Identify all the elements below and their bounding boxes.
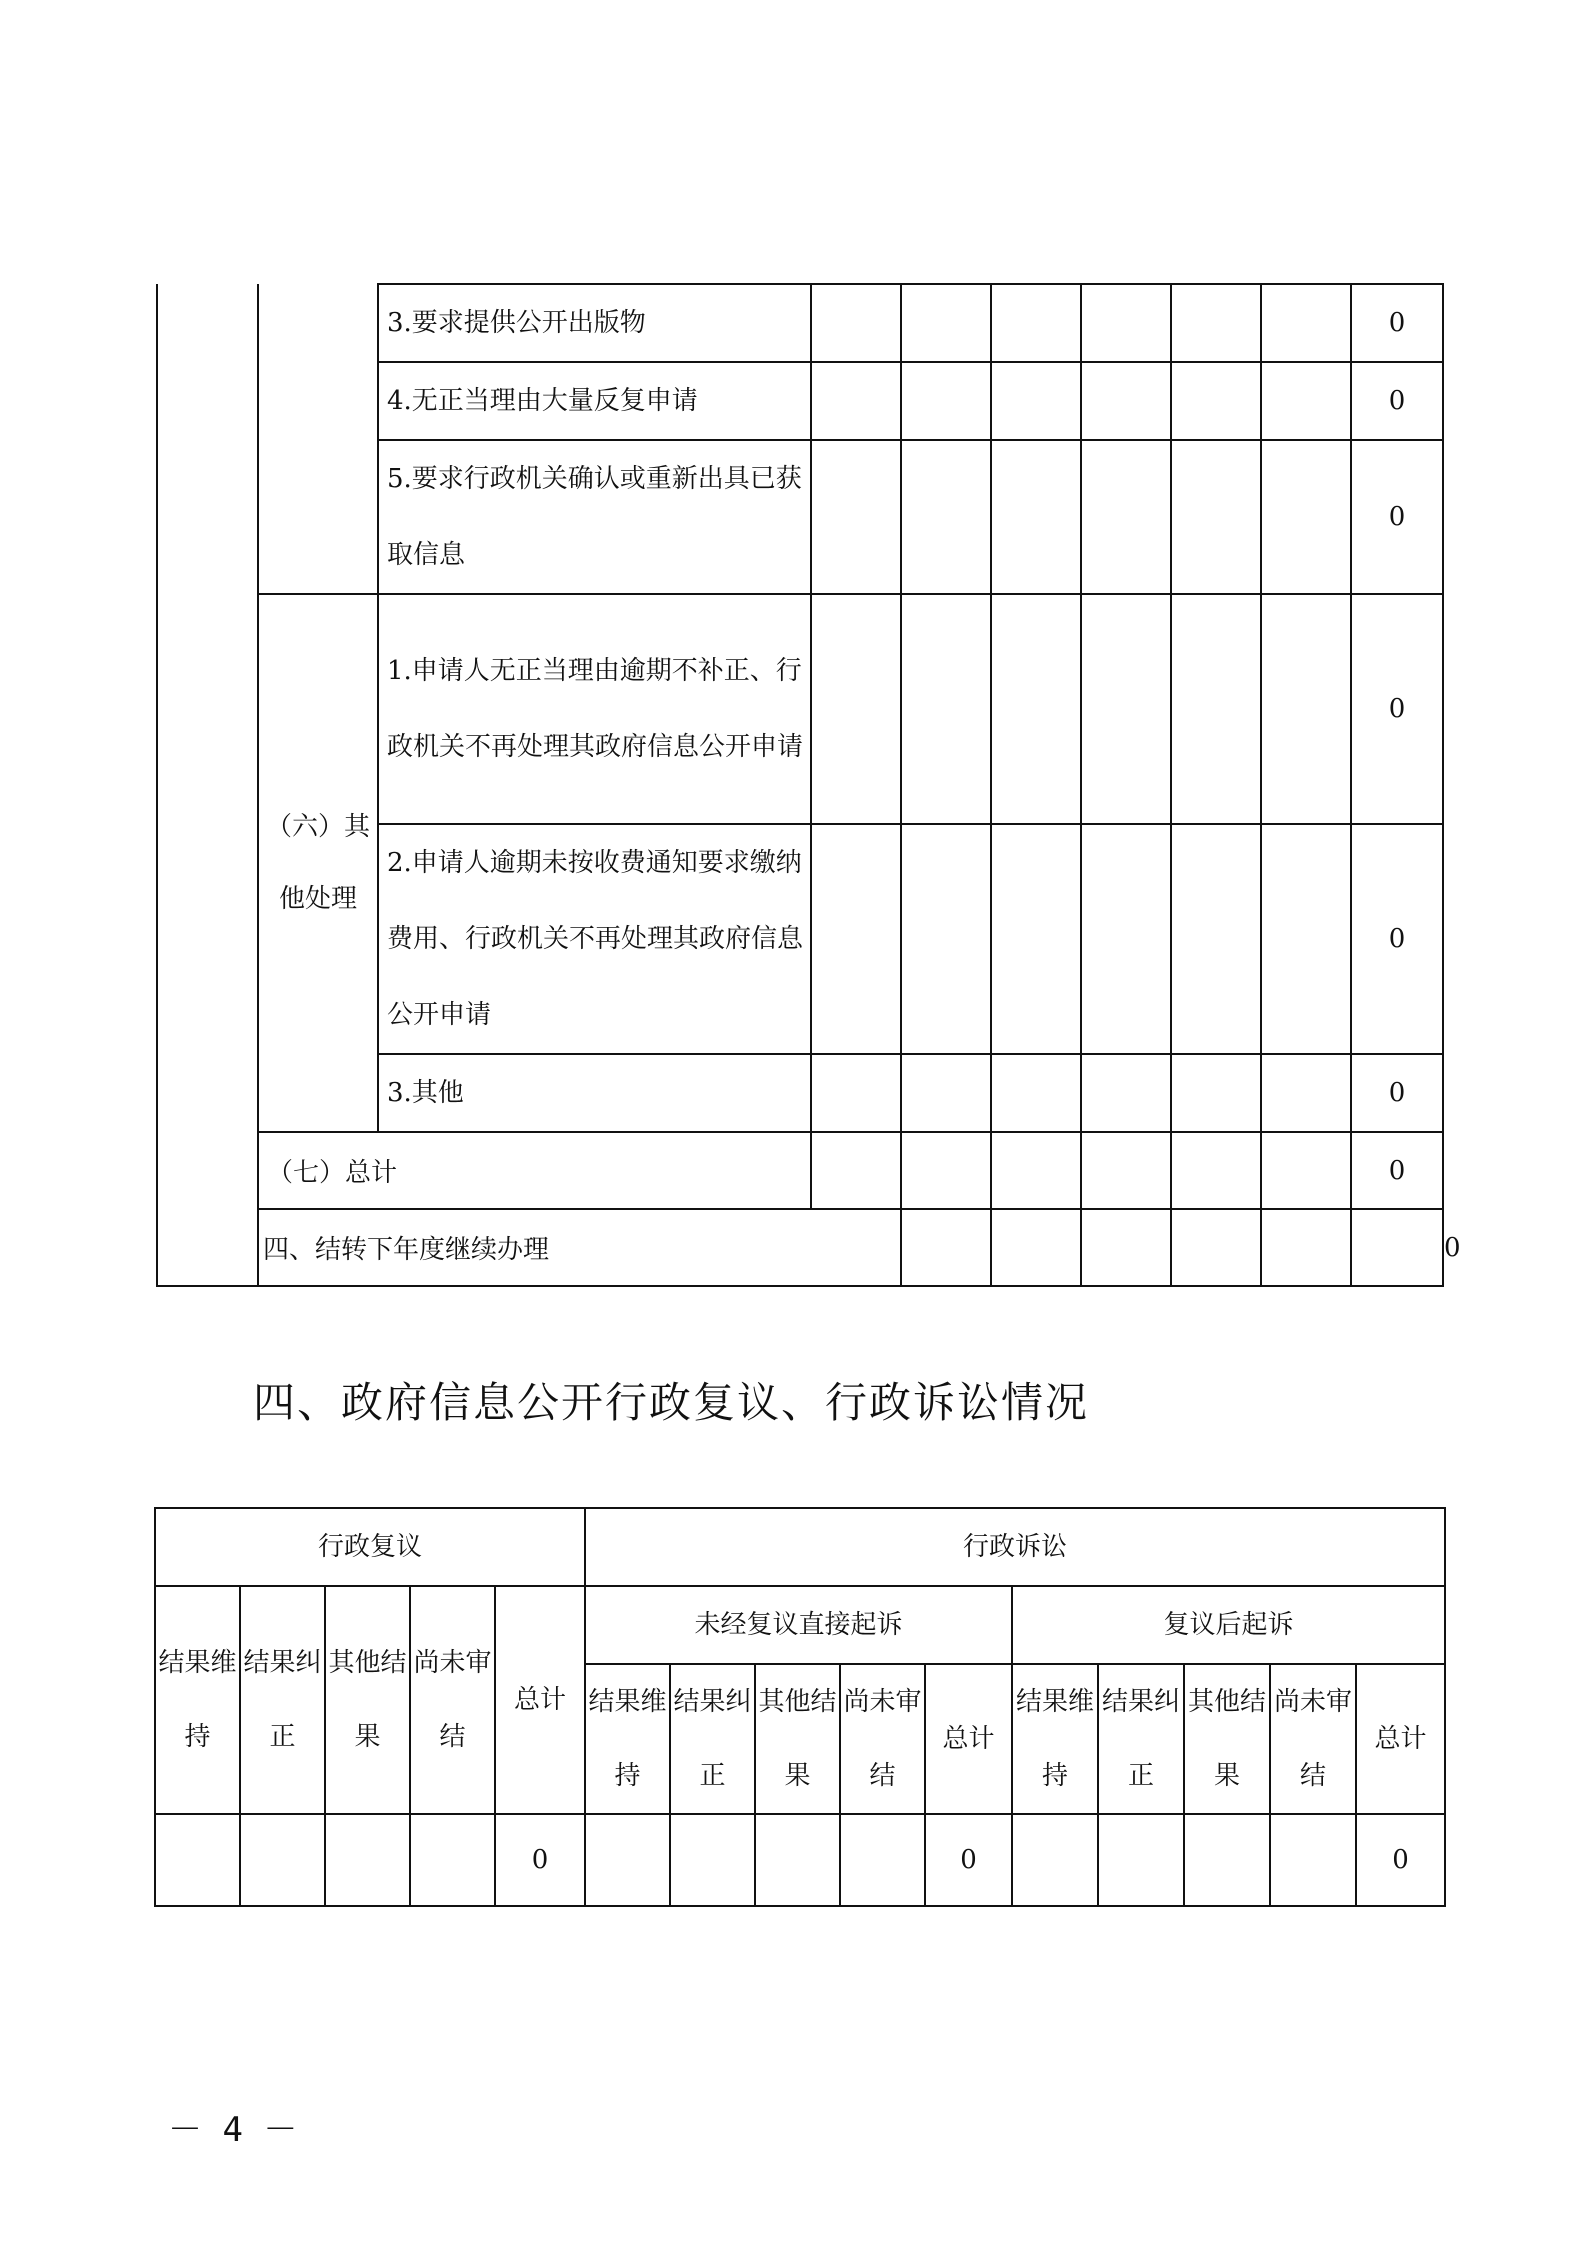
table-row-total bbox=[157, 1132, 1443, 1209]
litigation-header: 行政诉讼 bbox=[585, 1508, 1445, 1586]
cell bbox=[670, 1814, 755, 1906]
cell bbox=[325, 1814, 410, 1906]
page-number: － 4 － bbox=[168, 2110, 298, 2150]
cell bbox=[585, 1814, 670, 1906]
col-label: 结果维持 bbox=[585, 1664, 670, 1814]
cell bbox=[410, 1814, 495, 1906]
header-row bbox=[155, 1508, 1445, 1586]
section-title: 四、政府信息公开行政复议、行政诉讼情况 bbox=[253, 1378, 1090, 1427]
col-label: 其他结果 bbox=[325, 1586, 410, 1814]
row-total: 0 bbox=[1351, 440, 1443, 594]
row-total: 0 bbox=[1351, 362, 1443, 440]
col-label: 尚未审结 bbox=[410, 1586, 495, 1814]
col-label: 尚未审结 bbox=[1270, 1664, 1356, 1814]
total-value: 0 bbox=[1351, 1132, 1443, 1209]
cell bbox=[840, 1814, 925, 1906]
col-label: 结果纠正 bbox=[670, 1664, 755, 1814]
disclosure-handling-table bbox=[156, 283, 1461, 1287]
col-label: 总计 bbox=[495, 1586, 585, 1814]
col-label: 结果纠正 bbox=[1098, 1664, 1184, 1814]
row-total: 0 bbox=[1351, 594, 1443, 824]
data-row bbox=[155, 1814, 1445, 1906]
row-label: 5.要求行政机关确认或重新出具已获取信息 bbox=[378, 440, 811, 594]
cell bbox=[1012, 1814, 1098, 1906]
row-label: 1.申请人无正当理由逾期不补正、行政机关不再处理其政府信息公开申请 bbox=[378, 594, 811, 824]
review-litigation-table bbox=[154, 1507, 1446, 1907]
col-label: 其他结果 bbox=[1184, 1664, 1270, 1814]
cell bbox=[240, 1814, 325, 1906]
header-row bbox=[155, 1586, 1445, 1664]
cell bbox=[155, 1814, 240, 1906]
carry-label: 四、结转下年度继续办理 bbox=[258, 1209, 901, 1286]
group-6-label: （六）其他处理 bbox=[258, 594, 378, 1132]
row-label: 3.其他 bbox=[378, 1054, 811, 1132]
row-total: 0 bbox=[1351, 284, 1443, 362]
cell: 0 bbox=[495, 1814, 585, 1906]
outer-group-cell bbox=[157, 284, 258, 1286]
row-total: 0 bbox=[1351, 1054, 1443, 1132]
cell: 0 bbox=[1356, 1814, 1445, 1906]
cell: 0 bbox=[925, 1814, 1012, 1906]
cell bbox=[1184, 1814, 1270, 1906]
table-row-carry: 四、结转下年度继续办理 0 bbox=[157, 1209, 1443, 1286]
col-label: 尚未审结 bbox=[840, 1664, 925, 1814]
row-label: 4.无正当理由大量反复申请 bbox=[378, 362, 811, 440]
after-review-header: 复议后起诉 bbox=[1012, 1586, 1445, 1664]
col-label: 其他结果 bbox=[755, 1664, 840, 1814]
group-5-cell bbox=[258, 284, 378, 594]
row-label: 3.要求提供公开出版物 bbox=[378, 284, 811, 362]
cell bbox=[755, 1814, 840, 1906]
col-label: 结果维持 bbox=[155, 1586, 240, 1814]
table-row bbox=[157, 284, 1443, 362]
col-label: 结果纠正 bbox=[240, 1586, 325, 1814]
col-label: 总计 bbox=[925, 1664, 1012, 1814]
table-row bbox=[157, 594, 1443, 824]
review-header: 行政复议 bbox=[155, 1508, 585, 1586]
col-label: 结果维持 bbox=[1012, 1664, 1098, 1814]
total-label: （七）总计 bbox=[258, 1132, 811, 1209]
direct-header: 未经复议直接起诉 bbox=[585, 1586, 1012, 1664]
cell bbox=[1098, 1814, 1184, 1906]
cell bbox=[1270, 1814, 1356, 1906]
row-total: 0 bbox=[1351, 824, 1443, 1054]
col-label: 总计 bbox=[1356, 1664, 1445, 1814]
row-label: 2.申请人逾期未按收费通知要求缴纳费用、行政机关不再处理其政府信息公开申请 bbox=[378, 824, 811, 1054]
